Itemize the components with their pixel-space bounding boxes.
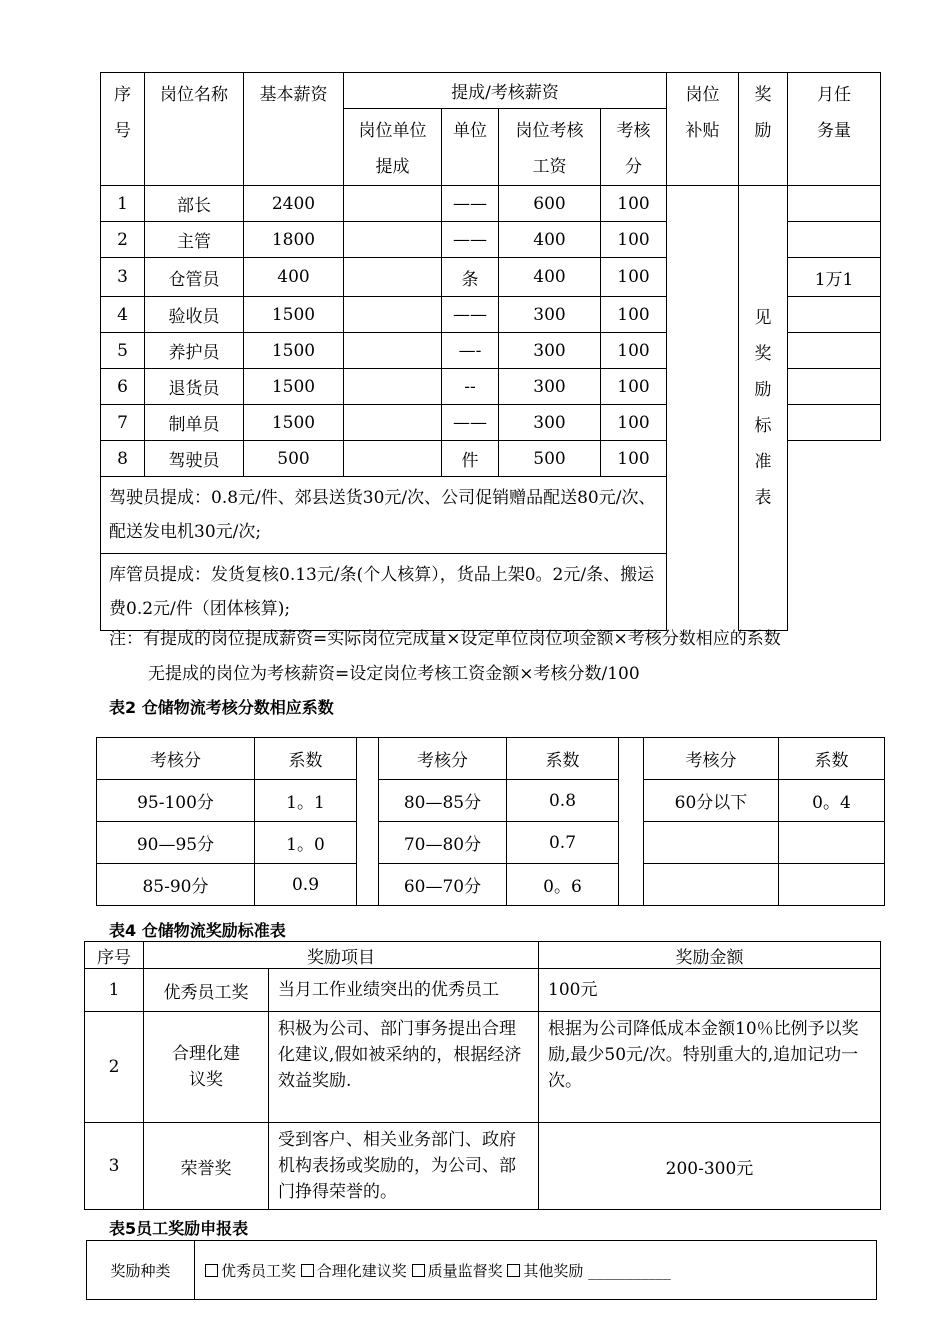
table-row — [97, 738, 885, 780]
reward-application-table — [86, 1240, 877, 1300]
cell-coef — [779, 864, 885, 906]
cell-name: 验收员 — [145, 297, 244, 333]
header-coef: 系数 — [255, 738, 357, 780]
cell-score — [644, 822, 779, 864]
cell-name: 制单员 — [145, 405, 244, 441]
cell-base: 400 — [244, 258, 344, 297]
table-row — [97, 780, 885, 822]
cell-score: 85-90分 — [97, 864, 255, 906]
cell-seq: 7 — [101, 405, 145, 441]
header-score: 考核分 — [379, 738, 507, 780]
header-assess-wage: 岗位考核工资 — [499, 109, 601, 186]
reward-standard-table — [84, 941, 881, 1210]
cell-task — [788, 186, 881, 222]
cell-wage: 300 — [499, 297, 601, 333]
cell-unit-commission — [344, 186, 442, 222]
cell-task — [788, 441, 881, 554]
cell-unit-commission — [344, 222, 442, 258]
cell-seq: 1 — [101, 186, 145, 222]
cell-base: 1500 — [244, 405, 344, 441]
table2-title: 表2 仓储物流考核分数相应系数 — [109, 698, 334, 717]
cell-reward-amount: 根据为公司降低成本金额10％比例予以奖励,最少50元/次。特别重大的,追加记功一次。 — [539, 1012, 881, 1123]
cell-unit-commission — [344, 369, 442, 405]
cell-wage: 600 — [499, 186, 601, 222]
cell-score: 100 — [601, 441, 667, 477]
cell-name: 退货员 — [145, 369, 244, 405]
header-coef: 系数 — [507, 738, 619, 780]
cell-score: 100 — [601, 222, 667, 258]
cell-score: 60分以下 — [644, 780, 779, 822]
cell-name: 驾驶员 — [145, 441, 244, 477]
salary-table — [100, 72, 881, 631]
cell-name: 主管 — [145, 222, 244, 258]
cell-score: 80—85分 — [379, 780, 507, 822]
cell-unit: —- — [442, 333, 499, 369]
cell-name: 养护员 — [145, 333, 244, 369]
table-row — [87, 1241, 877, 1300]
cell-reward-name: 合理化建议奖 — [144, 1012, 269, 1123]
option-quality[interactable] — [412, 1262, 503, 1280]
cell-score — [644, 864, 779, 906]
cell-score: 100 — [601, 258, 667, 297]
cell-seq: 3 — [85, 1123, 144, 1210]
cell-seq: 6 — [101, 369, 145, 405]
table-row — [85, 1123, 881, 1210]
table-row — [101, 186, 881, 222]
cell-seq: 8 — [101, 441, 145, 477]
cell-unit-commission — [344, 258, 442, 297]
cell-unit-commission — [344, 297, 442, 333]
cell-score: 100 — [601, 405, 667, 441]
cell-coef — [779, 822, 885, 864]
table-row — [85, 942, 881, 969]
cell-wage: 500 — [499, 441, 601, 477]
cell-seq: 2 — [101, 222, 145, 258]
cell-reward-desc: 当月工作业绩突出的优秀员工 — [269, 969, 539, 1012]
cell-score: 70—80分 — [379, 822, 507, 864]
cell-unit: —— — [442, 405, 499, 441]
header-unit: 单位 — [442, 109, 499, 186]
cell-wage: 400 — [499, 222, 601, 258]
cell-wage: 400 — [499, 258, 601, 297]
option-other[interactable] — [507, 1262, 583, 1280]
cell-task — [788, 405, 881, 441]
option-label: 优秀员工奖 — [221, 1261, 297, 1280]
reward-type-options — [195, 1241, 877, 1300]
table-row — [85, 1012, 881, 1123]
cell-base: 500 — [244, 441, 344, 477]
cell-score: 90—95分 — [97, 822, 255, 864]
option-label: 其他奖励 — [523, 1261, 584, 1280]
reward-type-label: 奖励种类 — [87, 1241, 195, 1300]
gap-cell — [619, 738, 644, 906]
cell-name: 部长 — [145, 186, 244, 222]
cell-base: 1500 — [244, 333, 344, 369]
cell-base: 1500 — [244, 297, 344, 333]
cell-base: 1800 — [244, 222, 344, 258]
cell-base: 2400 — [244, 186, 344, 222]
table4-title: 表4 仓储物流奖励标准表 — [109, 921, 286, 940]
cell-reward-desc: 受到客户、相关业务部门、政府机构表扬或奖励的，为公司、部门挣得荣誉的。 — [269, 1123, 539, 1210]
checkbox-icon[interactable] — [507, 1264, 520, 1277]
note-line-2: 无提成的岗位为考核薪资=设定岗位考核工资金额×考核分数/100 — [148, 664, 640, 684]
cell-unit: 条 — [442, 258, 499, 297]
header-base-salary: 基本薪资 — [244, 73, 344, 186]
cell-reward-merged: 见奖励标准表 — [739, 186, 788, 631]
cell-name: 仓管员 — [145, 258, 244, 297]
header-commission-group: 提成/考核薪资 — [344, 73, 667, 109]
cell-task — [788, 222, 881, 258]
cell-reward-desc: 积极为公司、部门事务提出合理化建议,假如被采纳的，根据经济效益奖励. — [269, 1012, 539, 1123]
cell-unit-commission — [344, 441, 442, 477]
cell-coef: 0。6 — [507, 864, 619, 906]
cell-unit: —— — [442, 186, 499, 222]
cell-seq: 3 — [101, 258, 145, 297]
cell-coef: 0.9 — [255, 864, 357, 906]
header-score: 考核分 — [644, 738, 779, 780]
coefficient-table — [96, 737, 885, 906]
cell-score: 60—70分 — [379, 864, 507, 906]
cell-coef: 1。0 — [255, 822, 357, 864]
cell-reward-name: 优秀员工奖 — [144, 969, 269, 1012]
header-assess-score: 考核分 — [601, 109, 667, 186]
other-blank[interactable]: ___________ — [588, 1261, 671, 1280]
cell-reward-amount: 200-300元 — [539, 1123, 881, 1210]
header-unit-commission: 岗位单位提成 — [344, 109, 442, 186]
header-coef: 系数 — [779, 738, 885, 780]
cell-wage: 300 — [499, 333, 601, 369]
header-monthly-task: 月任务量 — [788, 73, 881, 186]
option-label: 合理化建议奖 — [316, 1261, 407, 1280]
cell-wage: 300 — [499, 369, 601, 405]
cell-score: 95-100分 — [97, 780, 255, 822]
cell-seq: 4 — [101, 297, 145, 333]
cell-allowance-merged — [667, 186, 739, 631]
cell-coef: 0.7 — [507, 822, 619, 864]
blank-cell — [788, 554, 881, 631]
table-row — [97, 864, 885, 906]
checkbox-icon[interactable] — [301, 1264, 314, 1277]
cell-reward-name: 荣誉奖 — [144, 1123, 269, 1210]
header-score: 考核分 — [97, 738, 255, 780]
header-item: 奖励项目 — [144, 942, 539, 969]
note-line-1: 注：有提成的岗位提成薪资=实际岗位完成量×设定单位岗位项金额×考核分数相应的系数 — [109, 629, 781, 649]
cell-reward-amount: 100元 — [539, 969, 881, 1012]
cell-score: 100 — [601, 333, 667, 369]
cell-coef: 0.8 — [507, 780, 619, 822]
header-seq: 序号 — [85, 942, 144, 969]
cell-base: 1500 — [244, 369, 344, 405]
option-excellent[interactable] — [205, 1262, 296, 1280]
table-row — [85, 969, 881, 1012]
cell-wage: 300 — [499, 405, 601, 441]
cell-score: 100 — [601, 186, 667, 222]
cell-score: 100 — [601, 369, 667, 405]
checkbox-icon[interactable] — [205, 1264, 218, 1277]
cell-unit: —— — [442, 222, 499, 258]
cell-seq: 1 — [85, 969, 144, 1012]
cell-score: 100 — [601, 297, 667, 333]
cell-unit-commission — [344, 405, 442, 441]
checkbox-icon[interactable] — [412, 1264, 425, 1277]
table-row — [97, 822, 885, 864]
header-amount: 奖励金额 — [539, 942, 881, 969]
cell-unit-commission — [344, 333, 442, 369]
header-seq: 序号 — [101, 73, 145, 186]
cell-coef: 1。1 — [255, 780, 357, 822]
cell-task — [788, 333, 881, 369]
cell-coef: 0。4 — [779, 780, 885, 822]
cell-task: 1万1 — [788, 258, 881, 297]
cell-seq: 5 — [101, 333, 145, 369]
driver-commission-note: 驾驶员提成：0.8元/件、郊县送货30元/次、公司促销赠品配送80元/次、配送发电机30元/次; — [101, 477, 667, 554]
cell-task — [788, 297, 881, 333]
gap-cell — [357, 738, 379, 906]
table5-title: 表5员工奖励申报表 — [109, 1219, 249, 1238]
option-label: 质量监督奖 — [427, 1261, 503, 1280]
cell-unit: -- — [442, 369, 499, 405]
keeper-commission-note: 库管员提成：发货复核0.13元/条(个人核算），货品上架0。2元/条、搬运费0.2元/件（团体核算); — [101, 554, 667, 631]
option-suggestion[interactable] — [301, 1262, 407, 1280]
cell-unit: —— — [442, 297, 499, 333]
header-reward: 奖励 — [739, 73, 788, 186]
cell-seq: 2 — [85, 1012, 144, 1123]
cell-task — [788, 369, 881, 405]
header-post-name: 岗位名称 — [145, 73, 244, 186]
cell-unit: 件 — [442, 441, 499, 477]
header-allowance: 岗位补贴 — [667, 73, 739, 186]
